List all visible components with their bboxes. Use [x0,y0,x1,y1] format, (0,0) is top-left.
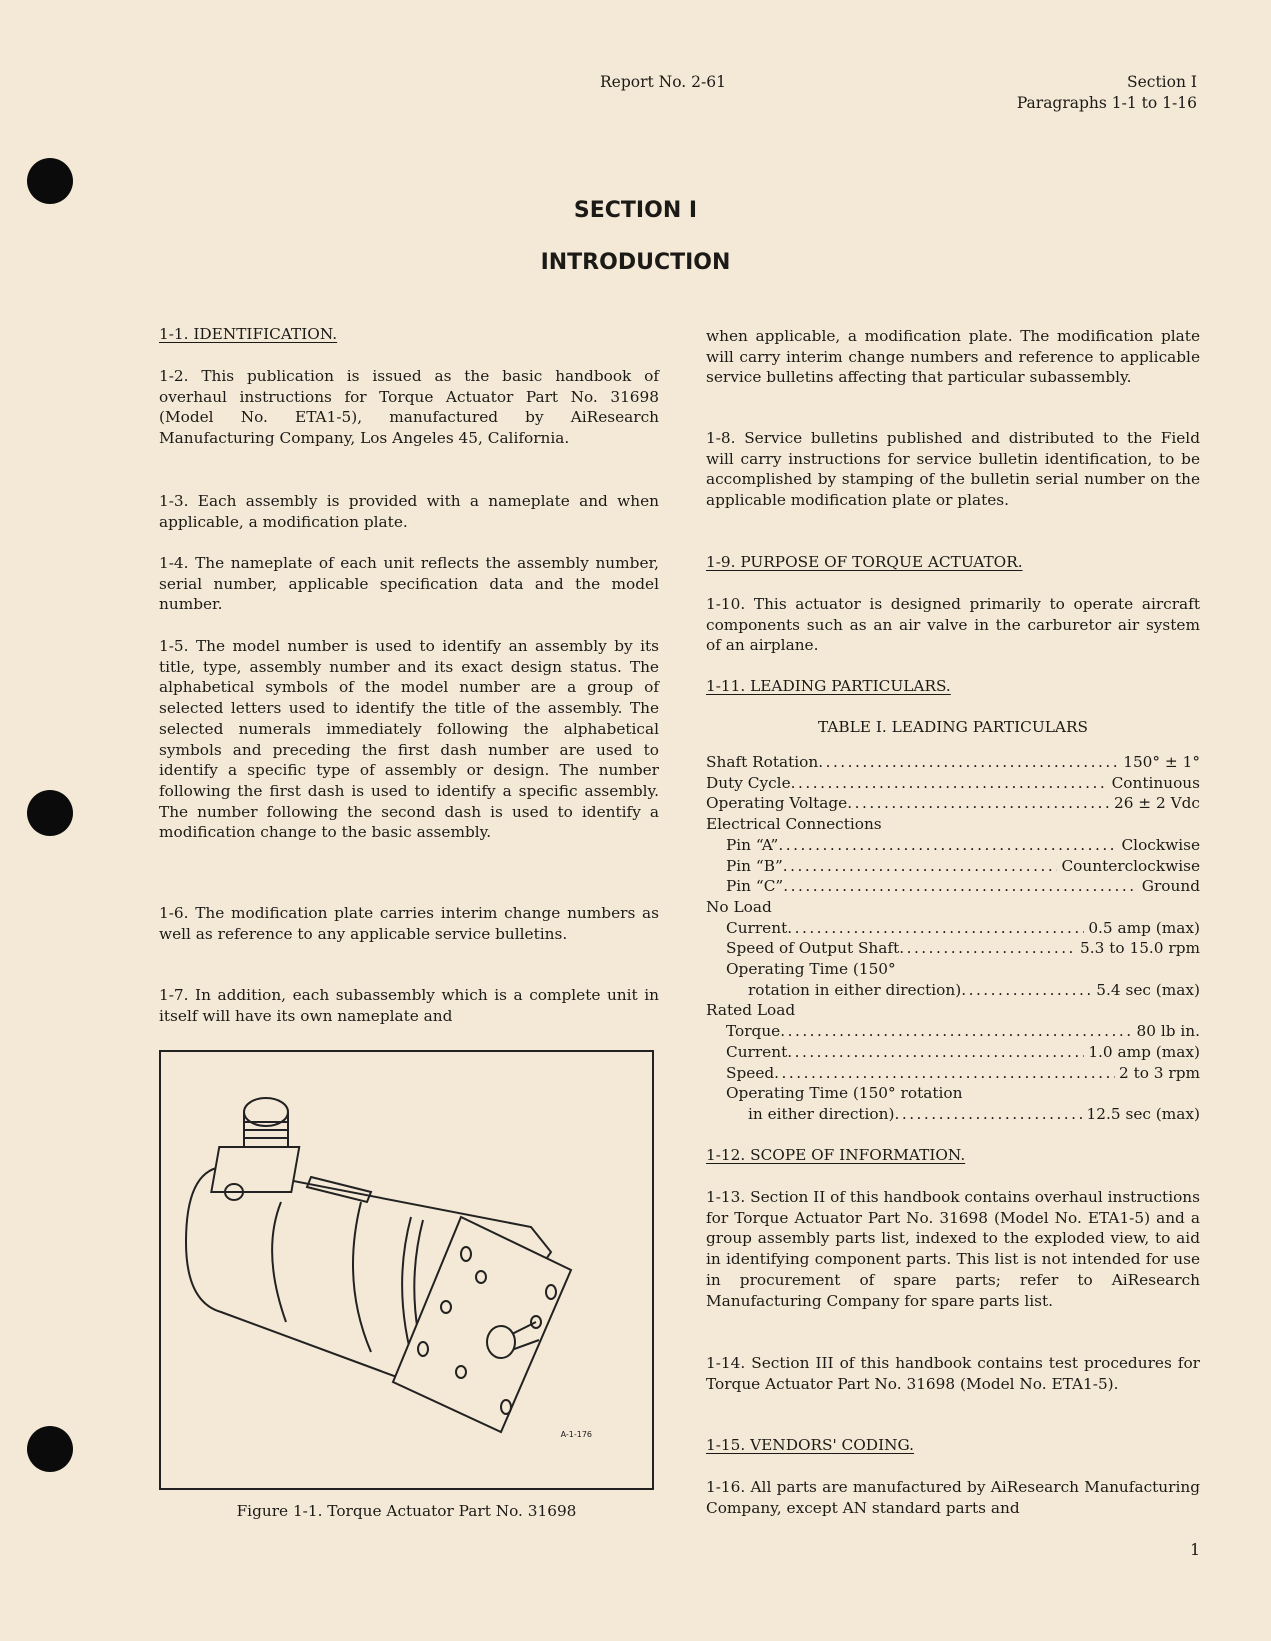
heading-scope: 1-12. SCOPE OF INFORMATION. [706,1146,966,1164]
dot-leader [783,876,1138,897]
row-label: Current [726,1042,788,1061]
paragraph-1-6: 1-6. The modification plate carries interim change numbers as well as reference to any applicable service bulletins. [159,904,659,943]
table-row [706,897,1200,918]
heading-purpose: 1-9. PURPOSE OF TORQUE ACTUATOR. [706,553,1023,571]
row-value: 0.5 amp (max) [1088,918,1200,937]
row-label: Pin “A” [726,835,779,854]
table-row [706,814,1200,835]
paragraph-1-4: 1-4. The nameplate of each unit reflects the assembly number, serial number, applicable specification data and the model number. [159,554,659,614]
row-label: Speed of Output Shaft [726,939,900,958]
paragraph-1-5: 1-5. The model number is used to identify an assembly by its title, type, assembly number and its exact design status. The alphabetical symbols of the model number are a group of selected letters used to identify the title of the assembly. The selected numerals immediately following the alphabetical symbols and preceding the first dash number are used to identify a specific type of assembly or design. The number following the first dash is used to identify a specific assembly. The number following the second dash is used to identify a modification change to the basic assembly. [159,637,659,842]
row-value: 12.5 sec (max) [1086,1104,1200,1123]
paragraph-1-16: 1-16. All parts are manufactured by AiResearch Manufacturing Company, except AN standard parts and [706,1478,1200,1517]
table-row [706,856,1200,877]
row-label: Torque [726,1022,781,1041]
row-value: 80 lb in. [1136,1022,1200,1041]
row-label: Electrical Connections [706,815,882,834]
dot-leader [783,856,1058,877]
page-number: 1 [1190,1540,1201,1559]
heading-leading-particulars: 1-11. LEADING PARTICULARS. [706,677,951,695]
paragraph-1-3: 1-3. Each assembly is provided with a nameplate and when applicable, a modification plate. [159,492,659,531]
dot-leader [818,752,1119,773]
report-number: Report No. 2-61 [600,73,726,91]
dot-leader [778,835,1117,856]
row-label: Pin “C” [726,877,784,896]
dot-leader [894,1104,1082,1125]
dot-leader [787,918,1084,939]
actuator-illustration [161,1052,652,1488]
dot-leader [787,1042,1084,1063]
row-label: Pin “B” [726,856,783,875]
table-row [706,1000,1200,1021]
figure-caption: Figure 1-1. Torque Actuator Part No. 31698 [236,1502,577,1520]
paragraph-1-7: 1-7. In addition, each subassembly which is a complete unit in itself will have its own nameplate and [159,986,659,1025]
row-label: Operating Voltage [706,794,848,813]
row-label: Current [726,918,788,937]
heading-identification: 1-1. IDENTIFICATION. [159,325,338,343]
row-value: 2 to 3 rpm [1118,1063,1200,1082]
table-title: TABLE I. LEADING PARTICULARS [818,718,1088,736]
row-value: 1.0 amp (max) [1088,1042,1200,1061]
table-row [706,773,1200,794]
paragraph-1-13: 1-13. Section II of this handbook contains overhaul instructions for Torque Actuator Part No. 31698 (Model No. ETA1-5) and a group assembly parts list, indexed to the exploded view, to aid in identifying component parts. This list is not intended for use in procurement of spare parts; refer to AiResearch Manufacturing Company for spare parts list. [706,1188,1200,1310]
paragraph-1-2: 1-2. This publication is issued as the basic handbook of overhaul instructions for Torque Actuator Part No. 31698 (Model No. ETA1-5), manufactured by AiResearch Manufacturing Company, Los Angeles 45, California. [159,367,659,448]
figure-torque-actuator [159,1050,654,1490]
table-row [706,793,1200,814]
row-label: Rated Load [706,1001,796,1020]
table-row [706,752,1200,773]
paragraph-1-14: 1-14. Section III of this handbook contains test procedures for Torque Actuator Part No. 31698 (Model No. ETA1-5). [706,1354,1200,1393]
row-label: rotation in either direction) [748,980,962,999]
table-row [706,1083,1200,1104]
section-label: Section I [1126,73,1197,91]
leading-particulars-table [706,752,1200,1125]
row-label: No Load [706,897,772,916]
table-row [706,980,1200,1001]
row-value: Clockwise [1121,835,1200,854]
table-row [706,938,1200,959]
dot-leader [847,793,1110,814]
dot-leader [899,938,1076,959]
section-subtitle: INTRODUCTION [540,250,731,275]
row-label: Duty Cycle [706,773,791,792]
row-label: Operating Time (150° [726,960,896,979]
table-row [706,835,1200,856]
row-value: Continuous [1111,773,1200,792]
punch-hole [27,790,73,836]
punch-hole [27,1426,73,1472]
table-row [706,959,1200,980]
table-row [706,1042,1200,1063]
dot-leader [961,980,1092,1001]
heading-vendors-coding: 1-15. VENDORS' CODING. [706,1436,915,1454]
row-value: Ground [1141,877,1200,896]
row-label: in either direction) [748,1104,895,1123]
dot-leader [774,1063,1115,1084]
paragraph-1-10: 1-10. This actuator is designed primarily to operate aircraft components such as an air valve in the carburetor air system of an airplane. [706,595,1200,655]
row-value: 150° ± 1° [1123,753,1200,771]
dot-leader [780,1021,1132,1042]
section-title: SECTION I [573,198,698,223]
table-row [706,876,1200,897]
paragraph-continued: when applicable, a modification plate. The modification plate will carry interim change numbers and reference to applicable service bulletins affecting that particular subassembly. [706,327,1200,387]
table-row [706,1063,1200,1084]
figure-code: A-1-176 [560,1430,592,1439]
table-row [706,918,1200,939]
paragraph-1-8: 1-8. Service bulletins published and distributed to the Field will carry instructions for service bulletin identification, to be accomplished by stamping of the bulletin serial number on the applicable modification plate or plates. [706,429,1200,510]
row-value: 5.4 sec (max) [1096,980,1200,999]
row-value: 5.3 to 15.0 rpm [1080,939,1200,958]
table-row [706,1104,1200,1125]
row-label: Speed [726,1063,775,1082]
dot-leader [791,773,1108,794]
row-value: Counterclockwise [1061,856,1200,875]
paragraph-range: Paragraphs 1-1 to 1-16 [1016,94,1197,112]
table-row [706,1021,1200,1042]
row-label: Shaft Rotation [706,753,819,771]
row-value: 26 ± 2 Vdc [1113,794,1200,813]
row-label: Operating Time (150° rotation [726,1084,963,1103]
